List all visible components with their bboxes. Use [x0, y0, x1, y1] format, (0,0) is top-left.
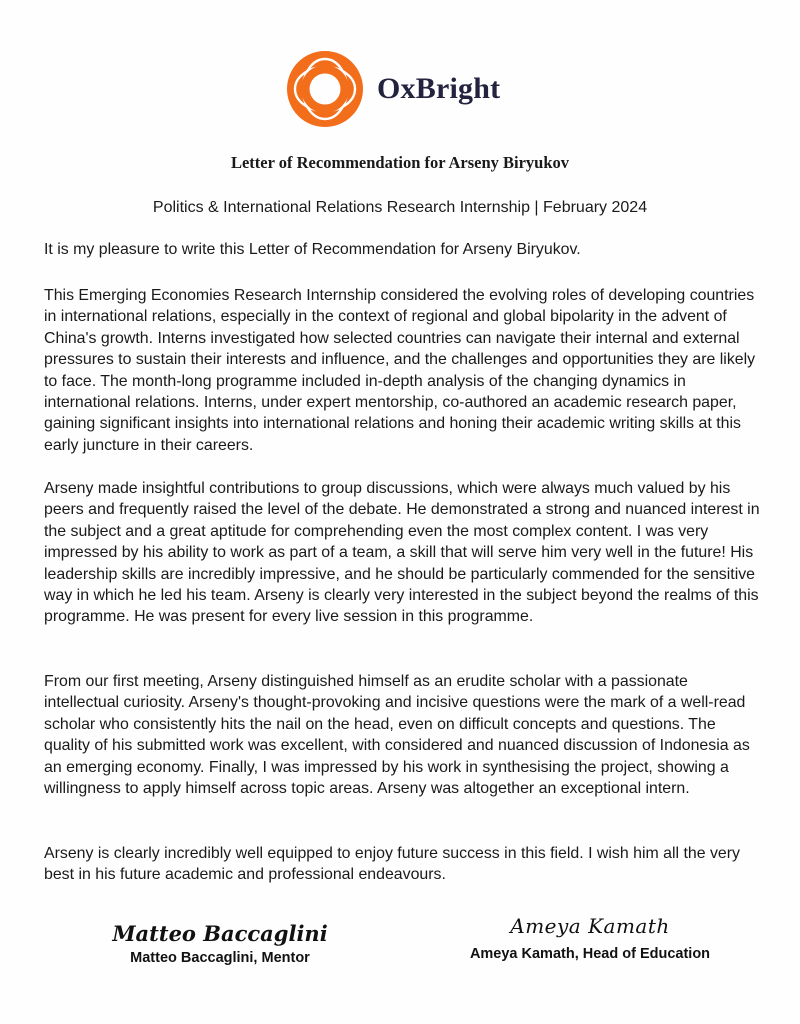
signature-block-head-of-education [445, 912, 735, 962]
signatory-mentor: Matteo Baccaglini, Mentor [130, 950, 310, 966]
body-paragraph-contributions: Arseny made insightful contributions to group discussions, which were always much valued by his peers and frequently raised the level of the debate. He demonstrated a strong and nuanced interest in the subject and a great aptitude for comprehending even the most complex content. I was very impressed by his ability to work as part of a team, a skill that will serve him very well in the future! His leadership skills are incredibly impressive, and he should be particularly commended for the sensitive way in which he led his team. Arseny is clearly very interested in the subject beyond the realms of this programme. He was present for every live session in this programme. [44, 480, 760, 626]
body-paragraph-scholarship: From our first meeting, Arseny distinguished himself as an erudite scholar with a passionate intellectual curiosity. Arseny's thought-provoking and incisive questions were the mark of a well-read scholar who consistently hits the nail on the head, even on difficult concepts and questions. The quality of his submitted work was excellent, with considered and nuanced discussion of Indonesia as an emerging economy. Finally, I was impressed by his work in synthesising the project, showing a willingness to apply himself across topic areas. Arseny was altogether an exceptional intern. [44, 673, 750, 798]
brand-name: OxBright [377, 72, 501, 105]
oxbright-ring-logo-icon [287, 51, 363, 127]
brand-logo [287, 51, 500, 127]
body-paragraph-programme: This Emerging Economies Research Internship considered the evolving roles of developing countries in international relations, especially in the context of regional and global bipolarity in the advent of China's growth. Interns investigated how selected countries can navigate their internal and external pressures to sustain their interests and influence, and the challenges and opportunities they are likely to face. The month-long programme included in-depth analysis of the changing dynamics in international relations. Interns, under expert mentorship, co-authored an academic research paper, gaining significant insights into international relations and honing their academic writing skills at this early juncture in their careers. [44, 287, 756, 454]
letter-subtitle: Politics & International Relations Research Internship | February 2024 [152, 199, 648, 216]
signature-block-mentor [100, 920, 340, 966]
signature-mentor: Matteo Baccaglini [112, 921, 328, 946]
letter-title: Letter of Recommendation for Arseny Biryukov [230, 153, 570, 172]
signatory-head-of-education: Ameya Kamath, Head of Education [469, 946, 711, 962]
closing-paragraph: Arseny is clearly incredibly well equipped to enjoy future success in this field. I wish him all the very best in his future academic and professional endeavours. [44, 845, 740, 884]
signature-head-of-education: Ameya Kamath [510, 914, 670, 938]
intro-paragraph: It is my pleasure to write this Letter of Recommendation for Arseny Biryukov. [44, 241, 581, 258]
